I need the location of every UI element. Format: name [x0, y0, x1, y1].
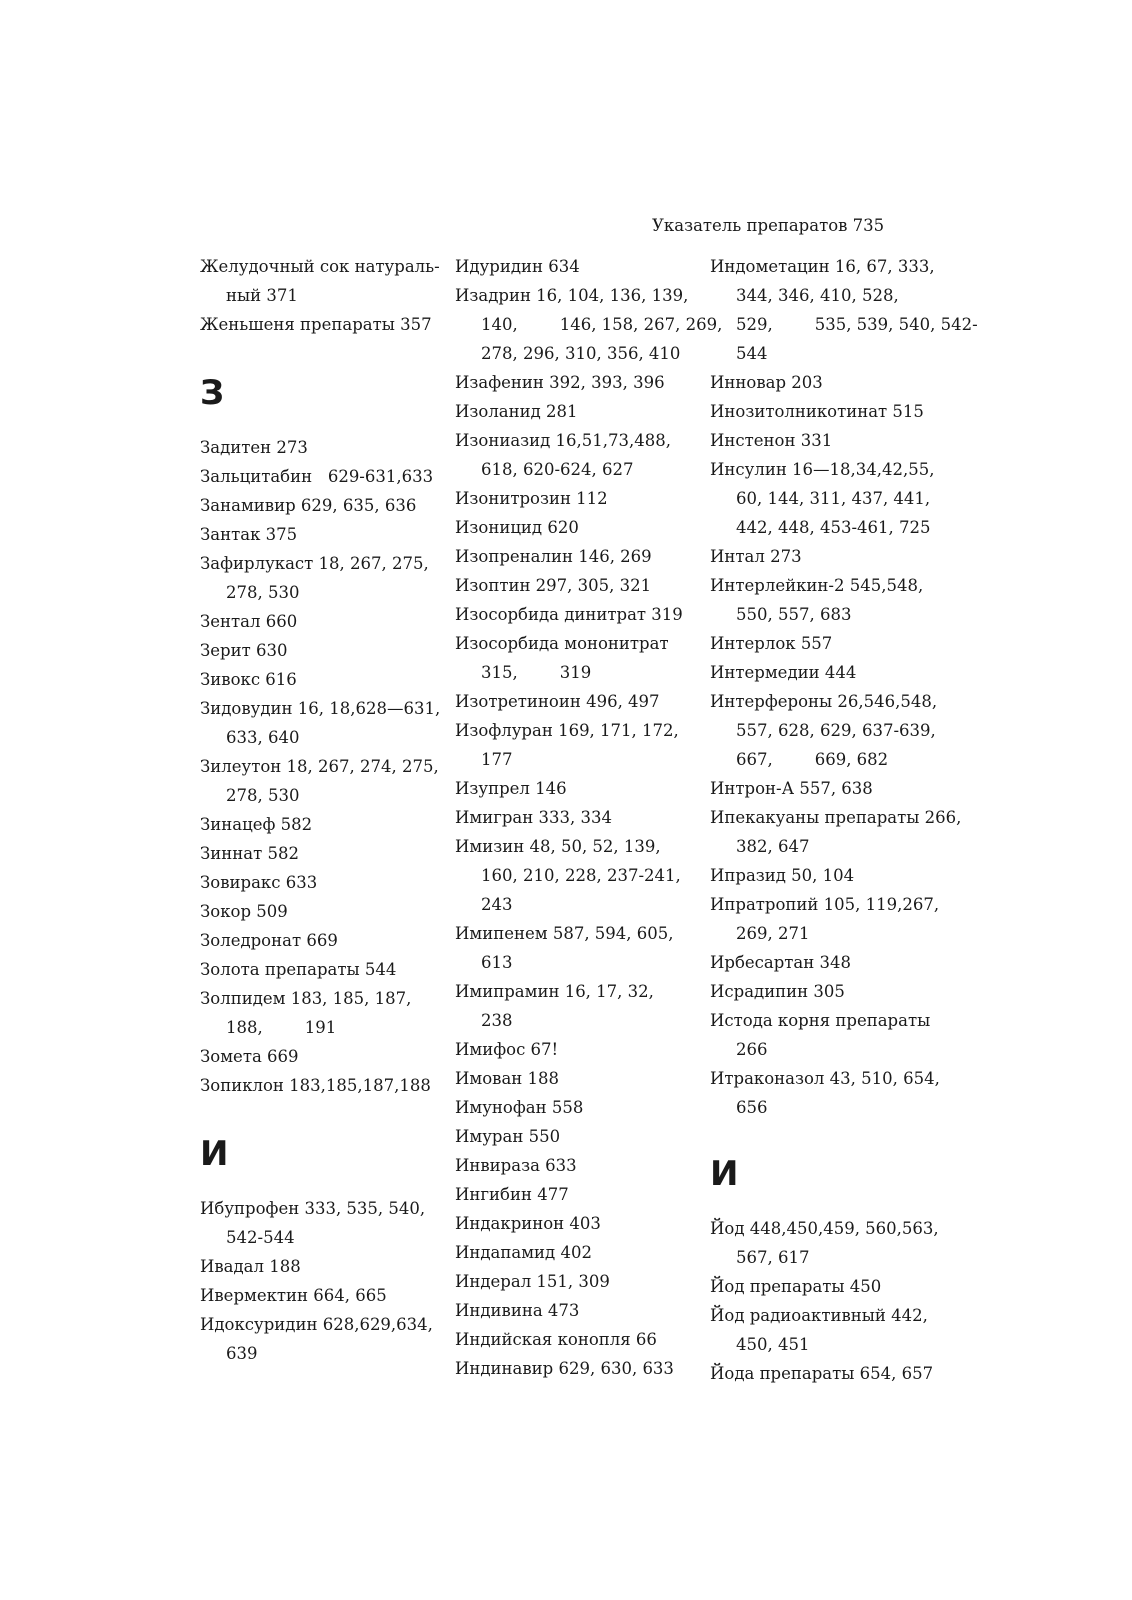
index-entry: [455, 1209, 700, 1238]
index-entry: [710, 1359, 965, 1388]
index-entry: [455, 513, 700, 542]
entry-text: Изонитрозин 112: [455, 489, 608, 508]
entry-text: Зинацеф 582: [200, 815, 313, 834]
index-entry: [710, 252, 978, 368]
entry-text: Имипрамин 16, 17, 32,: [455, 982, 654, 1001]
entry-text: Золота препараты 544: [200, 960, 397, 979]
entry-text: Изониазид 16,51,73,488,: [455, 431, 672, 450]
entry-text: Интрон-А 557, 638: [710, 779, 873, 798]
index-entry: [455, 1122, 700, 1151]
entry-continuation: 529, 535, 539, 540, 542-: [736, 315, 978, 334]
index-entry: [710, 629, 965, 658]
entry-text: Изоницид 620: [455, 518, 579, 537]
entry-text: Зовиракс 633: [200, 873, 318, 892]
entry-continuation: 382, 647: [736, 837, 810, 856]
index-entry: [200, 868, 435, 897]
index-entry: [200, 636, 435, 665]
running-head: Указатель препаратов 735: [652, 216, 885, 235]
index-entry: [200, 1310, 435, 1368]
index-entry: [455, 1093, 700, 1122]
index-entry: [455, 1325, 700, 1354]
entry-text: Занамивир 629, 635, 636: [200, 496, 417, 515]
index-entry: [710, 1064, 965, 1122]
entry-text: Зальцитабин 629-631,633: [200, 467, 434, 486]
entry-continuation: 450, 451: [736, 1335, 810, 1354]
entry-text: Индапамид 402: [455, 1243, 592, 1262]
entry-text: Зерит 630: [200, 641, 288, 660]
entry-continuation: 238: [481, 1011, 513, 1030]
entry-text: Зиннат 582: [200, 844, 299, 863]
entry-continuation: 613: [481, 953, 513, 972]
entry-text: Зидовудин 16, 18,628—631,: [200, 699, 441, 718]
index-entry: [455, 368, 700, 397]
entry-text: Зомета 669: [200, 1047, 299, 1066]
entry-text: Золпидем 183, 185, 187,: [200, 989, 412, 1008]
entry-text: Золедронат 669: [200, 931, 338, 950]
entry-text: Изосорбида мононитрат: [455, 634, 669, 653]
index-entry: [710, 426, 965, 455]
entry-text: Изадрин 16, 104, 136, 139,: [455, 286, 689, 305]
index-entry: [455, 1238, 700, 1267]
entry-text: Изоптин 297, 305, 321: [455, 576, 652, 595]
section-letter: З: [200, 373, 225, 413]
index-entry: [455, 832, 700, 919]
entry-text: Зилеутон 18, 267, 274, 275,: [200, 757, 439, 776]
index-entry: [200, 926, 435, 955]
entry-text: Ивермектин 664, 665: [200, 1286, 387, 1305]
index-entry: [455, 919, 700, 977]
entry-text: Имифос 67!: [455, 1040, 559, 1059]
index-entry: [710, 368, 965, 397]
entry-text: Инновар 203: [710, 373, 823, 392]
entry-continuation: 160, 210, 228, 237-241,: [481, 866, 681, 885]
entry-continuation: 177: [481, 750, 513, 769]
index-entry: [710, 977, 965, 1006]
index-entry: [200, 462, 435, 491]
index-entry: [710, 861, 965, 890]
index-entry: [455, 281, 723, 368]
index-entry: [455, 803, 700, 832]
index-entry: [710, 542, 965, 571]
entry-continuation: 315, 319: [481, 663, 592, 682]
entry-text: Зокор 509: [200, 902, 288, 921]
entry-continuation: 266: [736, 1040, 768, 1059]
entry-text: Изупрел 146: [455, 779, 567, 798]
entry-text: Ингибин 477: [455, 1185, 569, 1204]
index-entry: [455, 1354, 700, 1383]
entry-text: Индинавир 629, 630, 633: [455, 1359, 674, 1378]
index-entry: [710, 658, 965, 687]
index-entry: [710, 948, 965, 977]
entry-continuation: 243: [481, 895, 513, 914]
entry-continuation: 633, 640: [226, 728, 300, 747]
index-entry: [710, 455, 965, 542]
entry-continuation: 278, 530: [226, 786, 300, 805]
entry-continuation: 278, 296, 310, 356, 410: [481, 344, 681, 363]
index-entry: [200, 752, 439, 810]
entry-continuation: 188, 191: [226, 1018, 337, 1037]
entry-text: Ипразид 50, 104: [710, 866, 855, 885]
entry-text: Имизин 48, 50, 52, 139,: [455, 837, 661, 856]
index-entry: [455, 774, 700, 803]
index-entry: [200, 310, 435, 339]
index-column-3: [710, 252, 978, 1388]
index-entry: [710, 803, 965, 861]
index-entry: [455, 252, 700, 281]
index-column-1: [200, 252, 441, 1368]
index-entry: [455, 1151, 700, 1180]
index-entry: [200, 433, 435, 462]
entry-text: Имипенем 587, 594, 605,: [455, 924, 674, 943]
entry-continuation: 656: [736, 1098, 768, 1117]
entry-text: Имуран 550: [455, 1127, 561, 1146]
index-entry: [455, 977, 700, 1035]
entry-text: Индакринон 403: [455, 1214, 601, 1233]
section-letter: И: [710, 1154, 739, 1194]
index-entry: [455, 1296, 700, 1325]
index-entry: [200, 694, 441, 752]
index-entry: [710, 397, 965, 426]
entry-text: Женьшеня препараты 357: [200, 315, 432, 334]
entry-text: Ипратропий 105, 119,267,: [710, 895, 940, 914]
entry-text: Итраконазол 43, 510, 654,: [710, 1069, 940, 1088]
index-entry: [200, 252, 440, 310]
index-entry: [200, 1042, 435, 1071]
entry-text: Инозитолникотинат 515: [710, 402, 924, 421]
entry-text: Ибупрофен 333, 535, 540,: [200, 1199, 426, 1218]
entry-continuation: 60, 144, 311, 437, 441,: [736, 489, 931, 508]
entry-text: Имунофан 558: [455, 1098, 584, 1117]
index-entry: [200, 897, 435, 926]
entry-continuation: 667, 669, 682: [736, 750, 889, 769]
entry-text: Зопиклон 183,185,187,188: [200, 1076, 431, 1095]
entry-text: Зафирлукаст 18, 267, 275,: [200, 554, 429, 573]
index-entry: [710, 1301, 965, 1359]
entry-text: Изосорбида динитрат 319: [455, 605, 683, 624]
entry-text: Идуридин 634: [455, 257, 580, 276]
entry-text: Инсулин 16—18,34,42,55,: [710, 460, 935, 479]
index-entry: [455, 600, 700, 629]
entry-text: Инвираза 633: [455, 1156, 577, 1175]
entry-text: Интал 273: [710, 547, 802, 566]
entry-text: Исрадипин 305: [710, 982, 845, 1001]
index-entry: [710, 1006, 965, 1064]
index-entry: [200, 607, 435, 636]
index-entry: [455, 1180, 700, 1209]
index-entry: [200, 810, 435, 839]
index-entry: [455, 571, 700, 600]
entry-continuation: 550, 557, 683: [736, 605, 852, 624]
index-entry: [710, 1272, 965, 1301]
entry-text: Индометацин 16, 67, 333,: [710, 257, 935, 276]
entry-text: Изотретиноин 496, 497: [455, 692, 660, 711]
index-column-2: [455, 252, 723, 1383]
index-entry: [455, 397, 700, 426]
index-entry: [455, 1035, 700, 1064]
entry-continuation: 567, 617: [736, 1248, 810, 1267]
entry-text: Истода корня препараты: [710, 1011, 931, 1030]
entry-continuation: 639: [226, 1344, 258, 1363]
entry-text: Ипекакуаны препараты 266,: [710, 808, 962, 827]
entry-text: Йод радиоактивный 442,: [710, 1306, 928, 1325]
entry-continuation: 557, 628, 629, 637-639,: [736, 721, 936, 740]
index-entry: [200, 1071, 435, 1100]
entry-text: Интерлейкин-2 545,548,: [710, 576, 924, 595]
index-entry: [455, 426, 700, 484]
index-entry: [710, 1214, 965, 1272]
entry-text: Интерфероны 26,546,548,: [710, 692, 938, 711]
entry-text: Индийская конопля 66: [455, 1330, 657, 1349]
entry-text: Имигран 333, 334: [455, 808, 612, 827]
index-entry: [200, 955, 435, 984]
index-entry: [455, 484, 700, 513]
entry-continuation: 344, 346, 410, 528,: [736, 286, 899, 305]
entry-continuation: 618, 620-624, 627: [481, 460, 634, 479]
entry-text: Изафенин 392, 393, 396: [455, 373, 665, 392]
entry-continuation: ный 371: [226, 286, 298, 305]
entry-text: Интерлок 557: [710, 634, 833, 653]
index-entry: [200, 549, 435, 607]
index-entry: [200, 520, 435, 549]
entry-text: Инстенон 331: [710, 431, 833, 450]
entry-continuation: 140, 146, 158, 267, 269,: [481, 315, 723, 334]
entry-text: Индивина 473: [455, 1301, 580, 1320]
entry-text: Изоланид 281: [455, 402, 578, 421]
entry-continuation: 544: [736, 344, 768, 363]
index-entry: [200, 665, 435, 694]
index-entry: [455, 716, 700, 774]
section-letter: И: [200, 1134, 229, 1174]
entry-text: Зантак 375: [200, 525, 298, 544]
entry-text: Задитен 273: [200, 438, 308, 457]
index-entry: [710, 890, 965, 948]
entry-text: Ивадал 188: [200, 1257, 301, 1276]
entry-text: Изопреналин 146, 269: [455, 547, 652, 566]
index-entry: [200, 1252, 435, 1281]
index-entry: [455, 687, 700, 716]
index-entry: [455, 629, 700, 687]
entry-text: Изофлуран 169, 171, 172,: [455, 721, 679, 740]
entry-text: Зентал 660: [200, 612, 298, 631]
entry-text: Йода препараты 654, 657: [710, 1364, 934, 1383]
index-entry: [200, 839, 435, 868]
entry-text: Йод 448,450,459, 560,563,: [710, 1219, 939, 1238]
entry-continuation: 278, 530: [226, 583, 300, 602]
index-entry: [200, 984, 435, 1042]
entry-text: Ирбесартан 348: [710, 953, 851, 972]
entry-text: Зивокс 616: [200, 670, 297, 689]
index-entry: [200, 491, 435, 520]
index-entry: [200, 1281, 435, 1310]
index-entry: [455, 1267, 700, 1296]
entry-text: Интермедии 444: [710, 663, 857, 682]
entry-text: Индерал 151, 309: [455, 1272, 610, 1291]
entry-continuation: 269, 271: [736, 924, 810, 943]
index-entry: [710, 774, 965, 803]
entry-continuation: 442, 448, 453-461, 725: [736, 518, 931, 537]
index-entry: [455, 542, 700, 571]
index-entry: [455, 1064, 700, 1093]
index-entry: [710, 571, 965, 629]
entry-continuation: 542-544: [226, 1228, 295, 1247]
entry-text: Имован 188: [455, 1069, 560, 1088]
index-entry: [200, 1194, 435, 1252]
index-entry: [710, 687, 965, 774]
entry-text: Идоксуридин 628,629,634,: [200, 1315, 433, 1334]
entry-text: Желудочный сок натураль-: [200, 257, 440, 276]
entry-text: Йод препараты 450: [710, 1277, 882, 1296]
